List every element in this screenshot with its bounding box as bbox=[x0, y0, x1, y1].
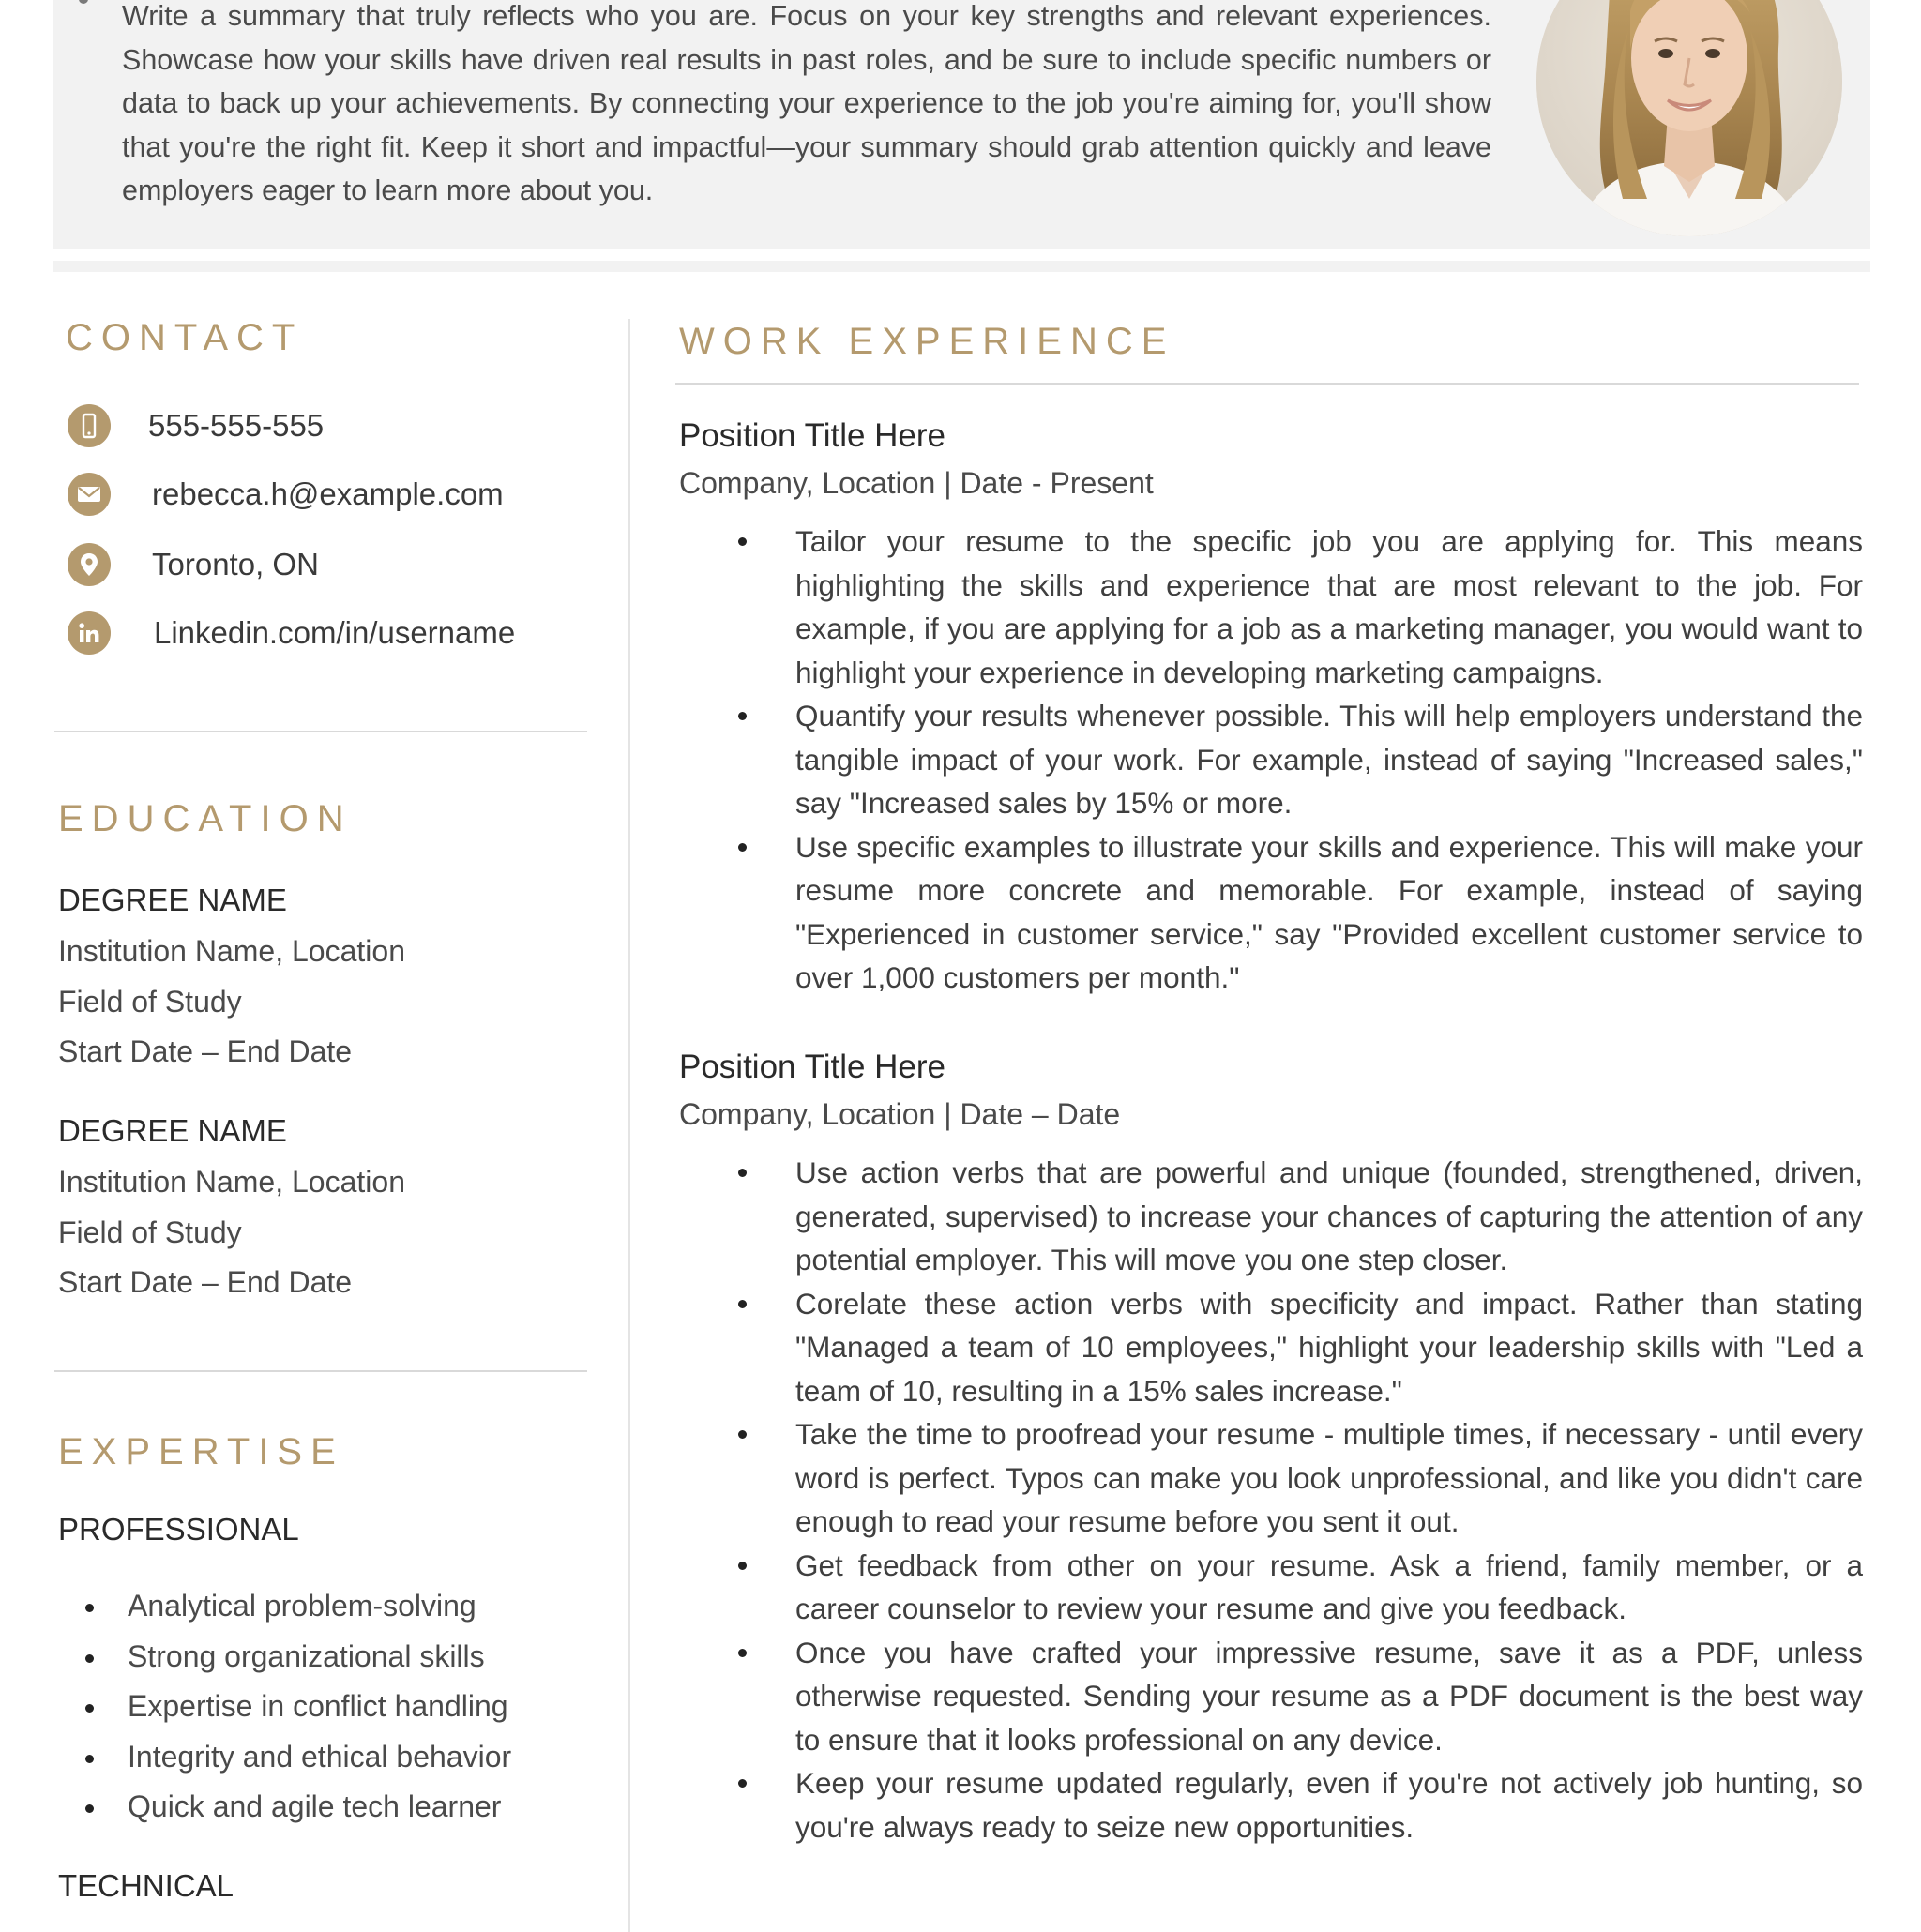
skill-item: Quick and agile tech learner bbox=[58, 1782, 621, 1833]
contact-email-text[interactable]: rebecca.h@example.com bbox=[152, 476, 504, 511]
job-bullet: Use action verbs that are powerful and unique (founded, strengthened, driven, generated, supervised) to increase your chances of capturing the attention of any potential employer. This will move you one step closer. bbox=[679, 1151, 1863, 1282]
linkedin-icon bbox=[68, 611, 111, 655]
job-entry bbox=[679, 413, 1863, 1000]
location-pin-icon bbox=[68, 543, 111, 586]
institution-name: Institution Name, Location bbox=[58, 934, 405, 968]
skill-item: Expertise in conflict handling bbox=[58, 1682, 621, 1732]
field-of-study: Field of Study bbox=[58, 984, 242, 1019]
contact-divider bbox=[54, 731, 587, 732]
skill-item: Analytical problem-solving bbox=[58, 1581, 621, 1632]
contact-location bbox=[68, 542, 319, 587]
work-experience-heading: WORK EXPERIENCE bbox=[679, 321, 1175, 362]
education-divider bbox=[54, 1370, 587, 1372]
degree-name: DEGREE NAME bbox=[58, 1113, 287, 1148]
job-company-dates: Company, Location | Date - Present bbox=[679, 466, 1154, 500]
job-bullet: Quantify your results whenever possible. This will help employers understand the tangible impact of your work. For example, instead of saying "Increased sales," say "Increased sales by 15% or more. bbox=[679, 694, 1863, 825]
technical-label: TECHNICAL bbox=[58, 1868, 234, 1903]
job-bullet: Corelate these action verbs with specificity and impact. Rather than stating "Managed a team of 10 employees," highlight your leadership skills with "Led a team of 10, resulting in a 15% sales increase." bbox=[679, 1282, 1863, 1413]
header-divider bbox=[53, 261, 1870, 272]
contact-heading: CONTACT bbox=[66, 317, 304, 358]
contact-linkedin-text[interactable]: Linkedin.com/in/username bbox=[154, 615, 516, 650]
professional-skills-list bbox=[58, 1581, 621, 1833]
job-title: Position Title Here bbox=[679, 417, 946, 454]
degree-name: DEGREE NAME bbox=[58, 883, 287, 917]
column-divider bbox=[628, 319, 630, 1932]
job-entry bbox=[679, 1044, 1863, 1849]
job-bullet: Tailor your resume to the specific job you are applying for. This means highlighting the skills and experience that are most relevant to the job. For example, if you are applying for a job as a marketing manager, you would want to highlight your experience in developing marketing campaigns. bbox=[679, 520, 1863, 694]
expertise-heading: EXPERTISE bbox=[58, 1431, 344, 1472]
contact-location-text: Toronto, ON bbox=[152, 547, 319, 581]
job-bullet: Take the time to proofread your resume - multiple times, if necessary - until every word is perfect. Typos can make you look unprofessional, and like you didn't care enough to read your resume before you sent it out. bbox=[679, 1412, 1863, 1544]
work-experience-divider bbox=[675, 383, 1859, 385]
education-entry bbox=[58, 874, 602, 1078]
education-dates: Start Date – End Date bbox=[58, 1265, 353, 1299]
job-company-dates: Company, Location | Date – Date bbox=[679, 1097, 1121, 1131]
skill-item: Strong organizational skills bbox=[58, 1632, 621, 1683]
field-of-study: Field of Study bbox=[58, 1215, 242, 1249]
job-title: Position Title Here bbox=[679, 1049, 946, 1085]
contact-phone-text: 555-555-555 bbox=[148, 408, 325, 443]
institution-name: Institution Name, Location bbox=[58, 1165, 405, 1199]
mail-icon bbox=[68, 473, 111, 516]
job-bullet: Once you have crafted your impressive resume, save it as a PDF, unless otherwise requested. Sending your resume as a PDF document is the best way to ensure that it looks professional on any device. bbox=[679, 1631, 1863, 1762]
education-dates: Start Date – End Date bbox=[58, 1034, 353, 1068]
job-bullet: Use specific examples to illustrate your skills and experience. This will make your resume more concrete and memorable. For example, instead of saying "Experienced in customer service," say "Provided excellent customer service to over 1,000 customers per month." bbox=[679, 825, 1863, 1000]
job-bullets bbox=[679, 1151, 1863, 1849]
job-bullet: Keep your resume updated regularly, even if you're not actively job hunting, so you're always ready to seize new opportunities. bbox=[679, 1761, 1863, 1849]
job-bullets bbox=[679, 520, 1863, 1000]
contact-email[interactable] bbox=[68, 472, 504, 517]
phone-icon bbox=[68, 404, 111, 447]
summary-text: Write a summary that truly reflects who you are. Focus on your key strengths and relevant experiences. Showcase how your skills have driven real results in past roles, and be sure to include specific numbers or data to back up your achievements. By connecting your experience to the job you're aiming for, you'll show that you're the right fit. Keep it short and impactful—your summary should grab attention quickly and leave employers eager to learn more about you. bbox=[122, 0, 1491, 206]
education-heading: EDUCATION bbox=[58, 798, 353, 839]
job-bullet: Get feedback from other on your resume. Ask a friend, family member, or a career counselor to review your resume and give you feedback. bbox=[679, 1544, 1863, 1631]
education-entry bbox=[58, 1105, 602, 1308]
contact-phone bbox=[68, 403, 324, 448]
contact-linkedin[interactable] bbox=[68, 611, 515, 656]
professional-label: PROFESSIONAL bbox=[58, 1512, 299, 1547]
skill-item: Integrity and ethical behavior bbox=[58, 1732, 621, 1783]
